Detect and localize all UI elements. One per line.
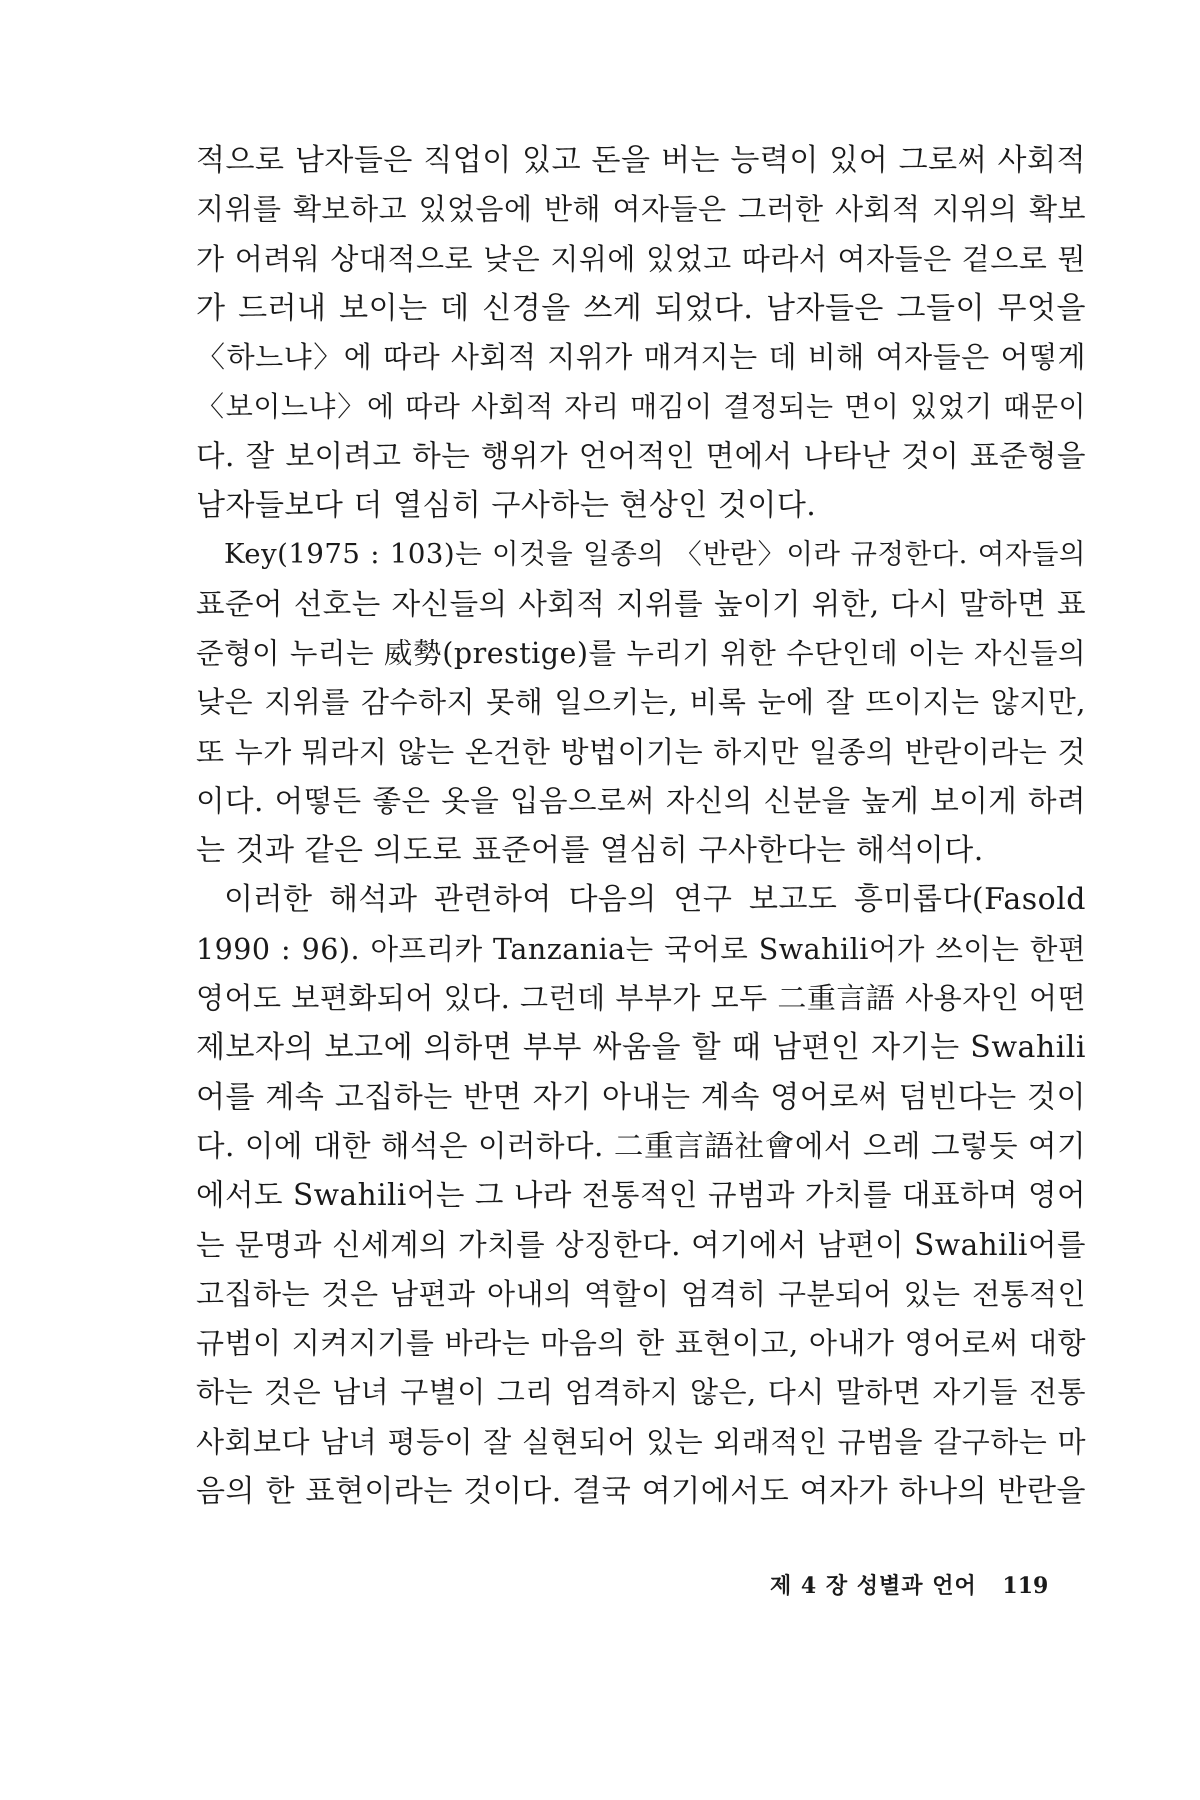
text-line: 하는 것은 남녀 구별이 그리 엄격하지 않은, 다시 말하면 자기들 전통 bbox=[196, 1375, 1086, 1410]
text-line: 이다. 어떻든 좋은 옷을 입음으로써 자신의 신분을 높게 보이게 하려 bbox=[196, 783, 1086, 818]
text-line: 1990 : 96). 아프리카 Tanzania는 국어로 Swahili어가 쓰이는 한편 bbox=[196, 932, 1086, 966]
text-line: 다. 잘 보이려고 하는 행위가 언어적인 면에서 나타난 것이 표준형을 bbox=[196, 438, 1086, 473]
page-number: 119 bbox=[1002, 1573, 1049, 1599]
text-line: 남자들보다 더 열심히 구사하는 현상인 것이다. bbox=[196, 488, 817, 524]
text-line: 가 어려워 상대적으로 낮은 지위에 있었고 따라서 여자들은 겉으로 뭔 bbox=[196, 241, 1086, 276]
text-line: 가 드러내 보이는 데 신경을 쓰게 되었다. 남자들은 그들이 무엇을 bbox=[196, 290, 1086, 326]
text-line: 〈보이느냐〉에 따라 사회적 자리 매김이 결정되는 면이 있었기 때문이 bbox=[196, 390, 1086, 424]
text-line: 이러한 해석과 관련하여 다음의 연구 보고도 흥미롭다(Fasold bbox=[224, 882, 1086, 918]
text-line: 사회보다 남녀 평등이 잘 실현되어 있는 외래적인 규범을 갈구하는 마 bbox=[196, 1424, 1086, 1459]
text-line: 제보자의 보고에 의하면 부부 싸움을 할 때 남편인 자기는 Swahili bbox=[196, 1030, 1086, 1066]
text-line: 규범이 지켜지기를 바라는 마음의 한 표현이고, 아내가 영어로써 대항 bbox=[196, 1326, 1086, 1361]
body-text bbox=[196, 136, 1086, 1516]
text-line: 어를 계속 고집하는 반면 자기 아내는 계속 영어로써 덤빈다는 것이 bbox=[196, 1079, 1086, 1115]
text-line: 낮은 지위를 감수하지 못해 일으키는, 비록 눈에 잘 뜨이지는 않지만, bbox=[196, 685, 1086, 720]
running-footer bbox=[770, 1568, 1090, 1604]
text-line: 적으로 남자들은 직업이 있고 돈을 버는 능력이 있어 그로써 사회적 bbox=[196, 143, 1086, 178]
text-line: 에서도 Swahili어는 그 나라 전통적인 규범과 가치를 대표하며 영어 bbox=[196, 1178, 1086, 1213]
text-line: 표준어 선호는 자신들의 사회적 지위를 높이기 위한, 다시 말하면 표 bbox=[196, 586, 1086, 621]
text-line: 는 것과 같은 의도로 표준어를 열심히 구사한다는 해석이다. bbox=[196, 833, 984, 869]
text-line: 는 문명과 신세계의 가치를 상징한다. 여기에서 남편이 Swahili어를 bbox=[196, 1227, 1086, 1262]
text-line: Key(1975 : 103)는 이것을 일종의 〈반란〉이라 규정한다. 여자들의 bbox=[224, 538, 1086, 571]
text-line: 영어도 보편화되어 있다. 그런데 부부가 모두 二重言語 사용자인 어떤 bbox=[196, 981, 1086, 1016]
text-line: 또 누가 뭐라지 않는 온건한 방법이기는 하지만 일종의 반란이라는 것 bbox=[196, 734, 1086, 769]
chapter-title: 제 4 장 성별과 언어 bbox=[770, 1573, 977, 1599]
text-line: 다. 이에 대한 해석은 이러하다. 二重言語社會에서 으레 그렇듯 여기 bbox=[196, 1128, 1086, 1163]
text-line: 음의 한 표현이라는 것이다. 결국 여기에서도 여자가 하나의 반란을 bbox=[196, 1474, 1086, 1510]
text-line: 〈하느냐〉에 따라 사회적 지위가 매겨지는 데 비해 여자들은 어떻게 bbox=[196, 340, 1086, 375]
text-line: 지위를 확보하고 있었음에 반해 여자들은 그러한 사회적 지위의 확보 bbox=[196, 192, 1086, 227]
text-line: 고집하는 것은 남편과 아내의 역할이 엄격히 구분되어 있는 전통적인 bbox=[196, 1276, 1086, 1311]
text-line: 준형이 누리는 威勢(prestige)를 누리기 위한 수단인데 이는 자신들의 bbox=[196, 636, 1086, 670]
